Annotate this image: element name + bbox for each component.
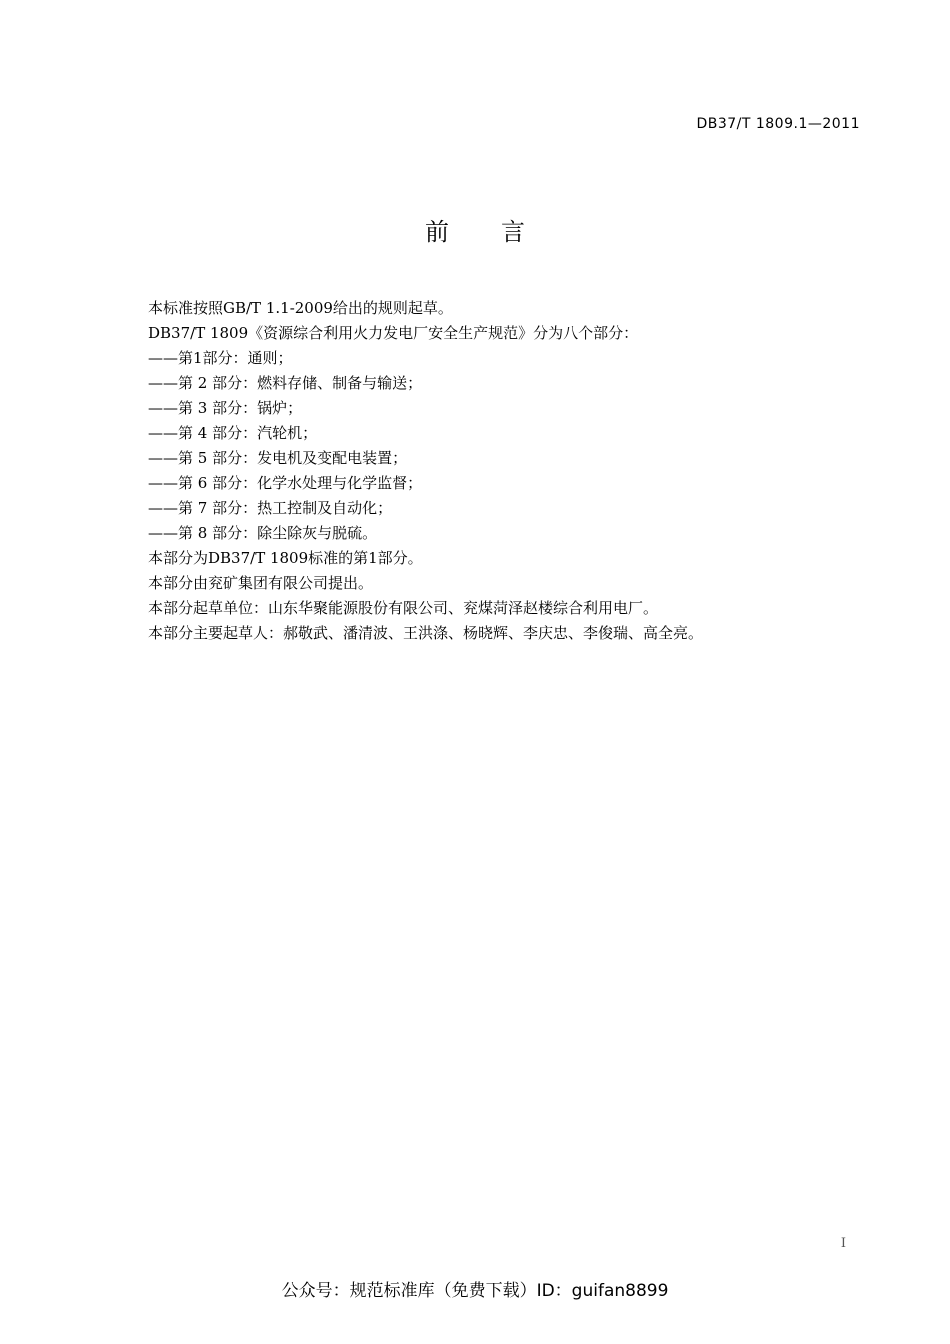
foreword-line-drafting-rules: 本标准按照GB/T 1.1-2009给出的规则起草。 xyxy=(148,299,453,317)
page-number: I xyxy=(840,1236,846,1251)
foreword-body xyxy=(148,296,828,646)
part-list-item: ——第 6 部分：化学水处理与化学监督； xyxy=(148,474,423,492)
foreword-line-proposer: 本部分由兖矿集团有限公司提出。 xyxy=(148,574,374,592)
foreword-line-drafters: 本部分主要起草人：郝敬武、潘清波、王洪涤、杨晓辉、李庆忠、李俊瑞、高全亮。 xyxy=(148,624,704,642)
foreword-line-drafting-units: 本部分起草单位：山东华聚能源股份有限公司、兖煤菏泽赵楼综合利用电厂。 xyxy=(148,599,659,617)
part-list-item: ——第 7 部分：热工控制及自动化； xyxy=(148,499,393,517)
title-char-1: 前 xyxy=(425,218,449,246)
part-list-item: ——第 2 部分：燃料存储、制备与输送； xyxy=(148,374,423,392)
part-list-item: ——第 5 部分：发电机及变配电装置； xyxy=(148,449,408,467)
foreword-line-this-part: 本部分为DB37/T 1809标准的第1部分。 xyxy=(148,549,423,567)
document-code: DB37/T 1809.1—2011 xyxy=(696,116,860,132)
foreword-line-parts-intro: DB37/T 1809《资源综合利用火力发电厂安全生产规范》分为八个部分： xyxy=(148,324,639,342)
part-list-item: ——第 3 部分：锅炉； xyxy=(148,399,303,417)
part-list-item: ——第 4 部分：汽轮机； xyxy=(148,424,318,442)
part-list-item: ——第1部分：通则； xyxy=(148,349,293,367)
title-char-2: 言 xyxy=(501,218,525,246)
part-list-item: ——第 8 部分：除尘除灰与脱硫。 xyxy=(148,524,378,542)
footer-watermark-text: 公众号：规范标准库（免费下载）ID：guifan8899 xyxy=(281,1281,669,1301)
page-title xyxy=(0,212,950,247)
